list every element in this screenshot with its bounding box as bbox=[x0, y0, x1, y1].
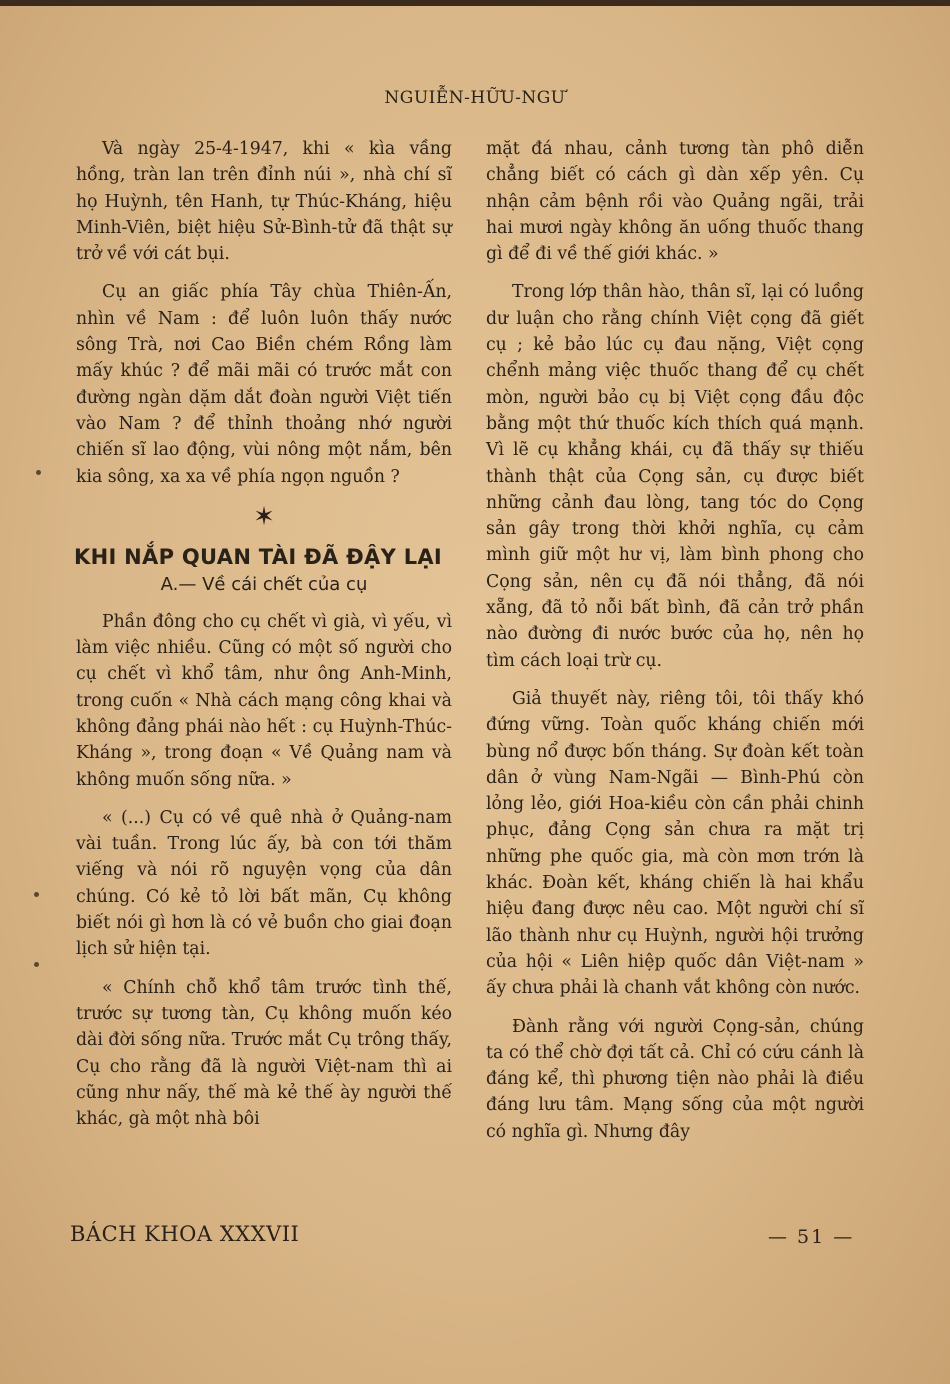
paragraph: Cụ an giấc phía Tây chùa Thiên-Ấn, nhìn về Nam : để luôn luôn thấy nước sông Trà, nơi Cao Biền chém Rồng làm mấy khúc ? để mãi mãi có trước mắt con đường ngàn dặm dắt đoàn người Việt tiến vào Nam ? để thỉnh thoảng nhớ người chiến sĩ lao động, vùi nông một nắm, bên kia sông, xa xa về phía ngọn nguồn ? bbox=[76, 282, 452, 487]
magazine-title: BÁCH KHOA XXXVII bbox=[70, 1222, 300, 1246]
ink-speck bbox=[34, 962, 39, 967]
paragraph: Phần đông cho cụ chết vì già, vì yếu, vì làm việc nhiều. Cũng có một số người cho cụ chết vì khổ tâm, như ông Anh-Minh, trong cuốn « Nhà cách mạng công khai và không đảng phái nào hết : cụ Huỳnh-Thúc-Kháng », trong đoạn « Về Quảng nam và không muốn sống nữa. » bbox=[76, 611, 452, 790]
ink-speck bbox=[34, 892, 39, 897]
page-number: — 51 — bbox=[768, 1226, 855, 1248]
page-top-edge bbox=[0, 0, 950, 6]
ink-speck bbox=[36, 470, 41, 475]
section-divider-star: ✶ bbox=[253, 501, 275, 532]
running-header: NGUIỄN-HỮU-NGƯ bbox=[384, 88, 566, 108]
paragraph: Đành rằng với người Cọng-sản, chúng ta có thể chờ đợi tất cả. Chỉ có cứu cánh là đáng kể, thì phương tiện nào phải là điều đáng lưu tâm. Mạng sống của một người có nghĩa gì. Nhưng đây bbox=[486, 1016, 864, 1142]
paragraph: mặt đá nhau, cảnh tương tàn phô diễn chẳng biết có cách gì dàn xếp yên. Cụ nhận cảm bệnh rồi vào Quảng ngãi, trải hai mươi ngày không ăn uống thuốc thang gì để đi về thế giới khác. » bbox=[486, 139, 864, 265]
paragraph: « Chính chỗ khổ tâm trước tình thế, trước sự tương tàn, Cụ không muốn kéo dài đời sống nữa. Trước mắt Cụ trông thấy, Cụ cho rằng đã là người Việt-nam thì ai cũng như nấy, thế mà kẻ thế ày người thế khác, gà một nhà bôi bbox=[76, 977, 452, 1130]
left-column bbox=[76, 136, 452, 1144]
paragraph: « (...) Cụ có về quê nhà ở Quảng-nam vài tuần. Trong lúc ấy, bà con tới thăm viếng và nói rõ nguyện vọng của dân chúng. Có kẻ tỏ lời bất mãn, Cụ không biết nói gì hơn là có vẻ buồn cho giai đoạn lịch sử hiện tại. bbox=[76, 807, 452, 960]
paragraph: Trong lớp thân hào, thân sĩ, lại có luồng dư luận cho rằng chính Việt cọng đã giết cụ ; kẻ bảo lúc cụ đau nặng, Việt cọng chểnh mảng việc thuốc thang để cụ chết mòn, người bảo cụ bị Việt cọng đầu độc bằng một thứ thuốc kích thích quá mạnh. Vì lẽ cụ khẳng khái, cụ đã thấy sự thiếu thành thật của Cọng sản, cụ được biết những cảnh đau lòng, tang tóc do Cọng sản gây trong thời khởi nghĩa, cụ cảm mình giữ một hư vị, làm bình phong cho Cọng sản, nên cụ đã nói thẳng, đã nói xẵng, đã tỏ nỗi bất bình, đã cản trở phần nào đường đi nước bước của họ, nên họ tìm cách loại trừ cụ. bbox=[486, 282, 864, 671]
right-column bbox=[486, 136, 864, 1157]
paragraph: Giả thuyết này, riêng tôi, tôi thấy khó đứng vững. Toàn quốc kháng chiến mới bùng nổ được bốn tháng. Sự đoàn kết toàn dân ở vùng Nam-Ngãi — Bình-Phú còn lỏng lẻo, giới Hoa-kiều còn cần phải chinh phục, đảng Cọng sản chưa ra mặt trị những phe quốc gia, mà còn mơn trớn là khác. Đoàn kết, kháng chiến là hai khẩu hiệu đang được nêu cao. Một người chí sĩ lão thành như cụ Huỳnh, người hội trưởng của hội « Liên hiệp quốc dân Việt-nam » ấy chưa phải là chanh vắt không còn nước. bbox=[486, 688, 864, 999]
section-subtitle: A.— Về cái chết của cụ bbox=[160, 574, 368, 596]
paragraph: Và ngày 25-4-1947, khi « kìa vầng hồng, tràn lan trên đỉnh núi », nhà chí sĩ họ Huỳnh, tên Hanh, tự Thúc-Kháng, hiệu Minh-Viên, biệt hiệu Sử-Bình-tử đã thật sự trở về với cát bụi. bbox=[76, 139, 452, 265]
section-title: KHI NẮP QUAN TÀI ĐÃ ĐẬY LẠI bbox=[74, 545, 443, 570]
